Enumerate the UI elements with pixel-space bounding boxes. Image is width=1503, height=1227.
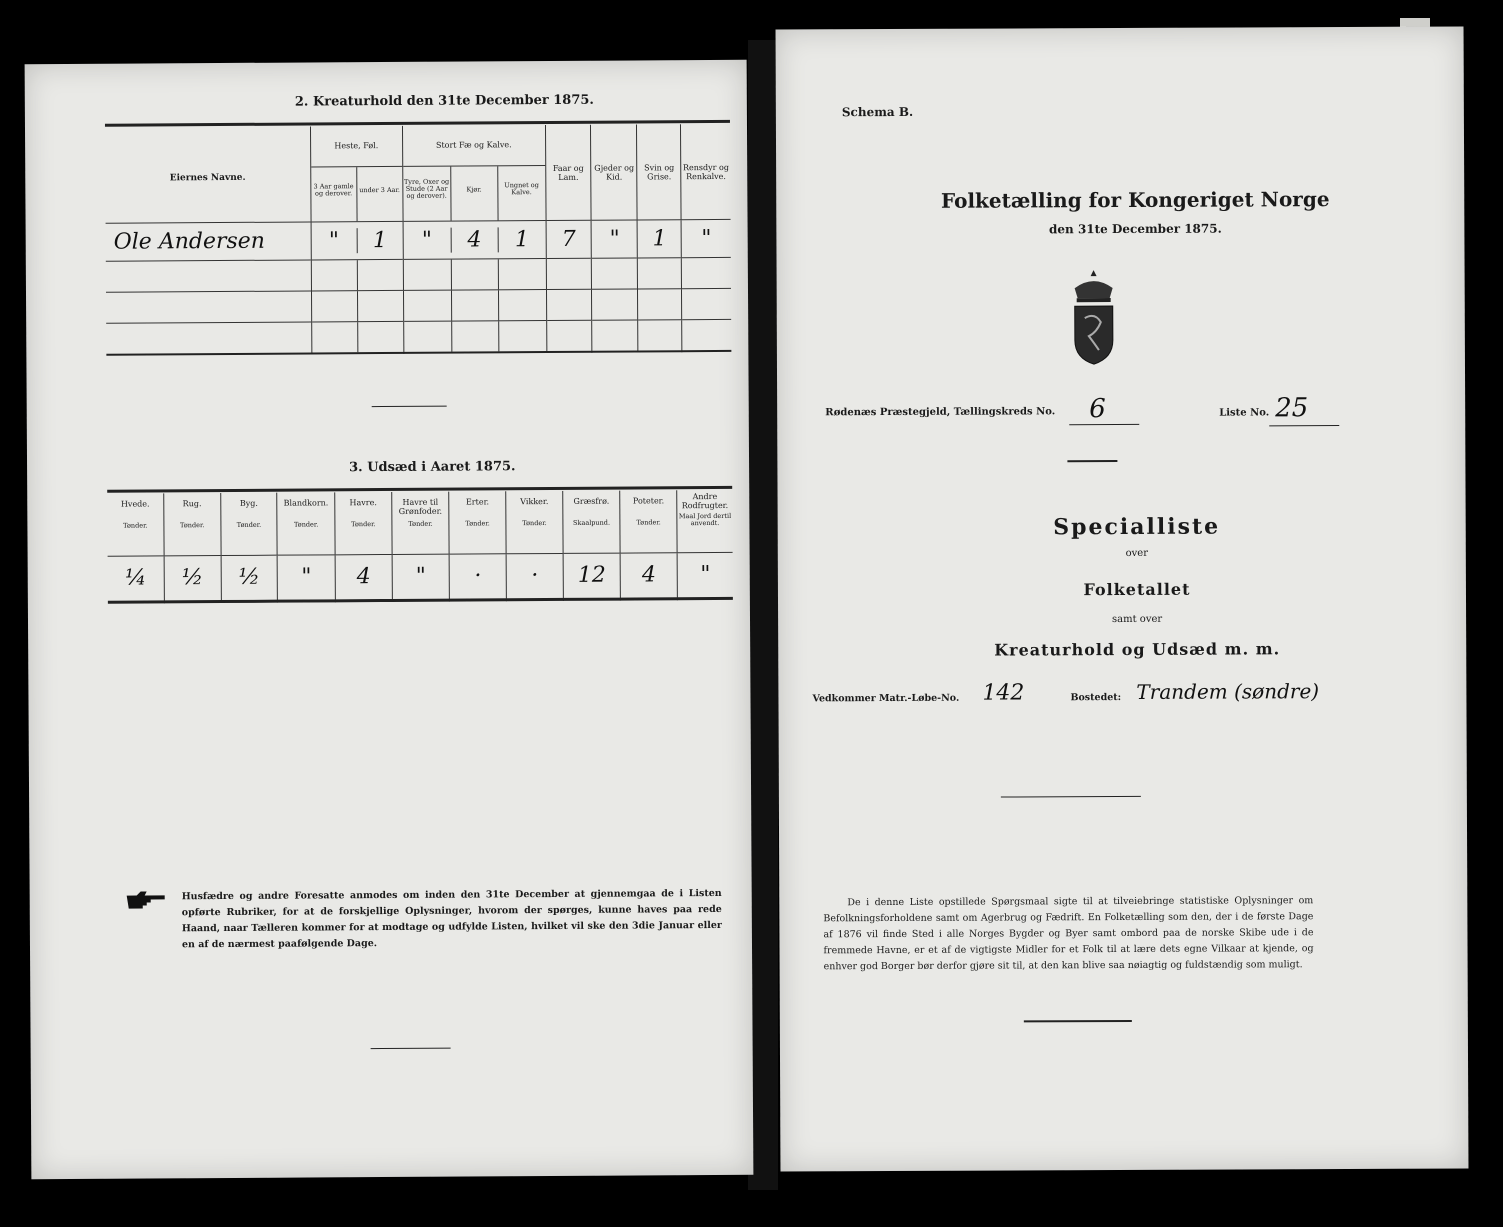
heste-young-header: under 3 Aar. xyxy=(359,185,401,195)
notice-text: Husfædre og andre Foresatte anmodes om inden den 31te December at gjennemgaa de i Listen opførte Rubriker, for at de forskjellige Oplysninger, hvorom der spørges, kunne haves paa rede Haand, naar Tælleren kommer for at modtage og udfylde Listen, hvilket vil ske den 3die Januar eller en af de nærmest paafølgende Dage. xyxy=(181,887,722,951)
list-label: Liste No. xyxy=(1219,407,1270,419)
sowing-header-4: Havre. xyxy=(349,498,377,508)
district-label: Rødenæs Præstegjeld, Tællingskreds No. xyxy=(825,406,1056,419)
sowing-value-8: 12 xyxy=(563,553,621,600)
owner-header: Eiernes Navne. xyxy=(169,172,246,184)
book-spine xyxy=(748,40,778,1190)
svin-header: Svin og Grise. xyxy=(637,124,682,220)
cell-ungnet: 1 xyxy=(514,227,529,253)
sowing-header-2: Byg. xyxy=(239,498,258,508)
main-date: den 31te December 1875. xyxy=(1048,221,1222,237)
sowing-value-0: ¼ xyxy=(124,565,147,592)
section2-title: 2. Kreaturhold den 31te December 1875. xyxy=(294,92,594,110)
schema-label: Schema B. xyxy=(841,104,914,120)
sowing-unit-1: Tønder. xyxy=(179,521,205,530)
sowing-unit-8: Skaalpund. xyxy=(573,518,611,527)
sowing-unit-0: Tønder. xyxy=(123,521,148,530)
stort-fae-header: Stort Fæ og Kalve. xyxy=(403,125,545,167)
cell-kjor: 4 xyxy=(451,227,498,252)
divider xyxy=(372,406,447,407)
sowing-value-2: ½ xyxy=(221,555,278,602)
fill-line xyxy=(1269,425,1339,426)
sowing-value-7: · xyxy=(506,553,563,600)
sowing-unit-9: Tønder. xyxy=(636,518,661,527)
owner-name: Ole Andersen xyxy=(113,228,266,255)
list-number: 25 xyxy=(1275,393,1309,424)
specialliste-heading: Specialliste xyxy=(1053,513,1221,541)
sowing-value-4: 4 xyxy=(335,554,392,601)
left-page xyxy=(25,60,754,1179)
divider xyxy=(1024,1020,1132,1022)
bostedet-label: Bostedet: xyxy=(1070,692,1122,704)
heste-old-header: 3 Aar gamle og derover. xyxy=(311,167,357,221)
divider xyxy=(371,1048,451,1049)
matr-label: Vedkommer Matr.-Løbe-No. xyxy=(812,692,960,705)
explanation-paragraph: De i denne Liste opstillede Spørgsmaal sigte til at tilveiebringe statistiske Oplysninger om Befolkningsforholdene samt om Agerbrug og Fædrift. En Folketælling som den, der i de første Dage af 1876 vil finde Sted i alle Norges Bygder og Byer samt ombord paa de norske Skibe ude i de fremmede Havne, er et af de vigtigste Midler for et Folk til at lære dets egne Vilkaar at kjende, og enhver god Borger bør derfor gjøre sit til, at den kan blive saa nøiagtig og fuldstændig som muligt. xyxy=(823,895,1314,973)
table-row xyxy=(106,257,731,292)
faar-header: Faar og Lam. xyxy=(545,125,591,221)
sowing-unit-5: Tønder. xyxy=(408,519,433,528)
heste-header: Heste, Føl. xyxy=(311,126,402,168)
sowing-table xyxy=(107,490,733,604)
divider xyxy=(1001,796,1141,798)
matr-number: 142 xyxy=(982,680,1025,706)
sowing-header-10: Andre Rodfrugter. xyxy=(681,491,729,511)
sowing-value-9: 4 xyxy=(620,553,677,600)
samt-over-label: samt over xyxy=(1111,613,1163,626)
table-row xyxy=(106,319,731,354)
sowing-header-1: Rug. xyxy=(182,499,202,509)
cell-rensdyr: " xyxy=(682,219,731,257)
divider xyxy=(1067,460,1117,462)
sowing-unit-6: Tønder. xyxy=(465,519,490,528)
sowing-header-0: Hvede. xyxy=(120,499,150,509)
right-page xyxy=(776,27,1469,1172)
sowing-header-3: Blandkorn. xyxy=(283,498,329,508)
table-row xyxy=(106,219,731,261)
ungnet-header: Ungnet og Kalve. xyxy=(504,181,539,197)
tyre-header: Tyre, Oxer og Stude (2 Aar og derover). xyxy=(403,167,451,221)
pointing-hand-icon xyxy=(125,889,169,913)
section3-title: 3. Udsæd i Aaret 1875. xyxy=(349,459,516,476)
sowing-value-6: · xyxy=(449,554,506,601)
kjor-header: Kjør. xyxy=(451,166,498,220)
kreaturhold-heading: Kreaturhold og Udsæd m. m. xyxy=(994,639,1281,660)
district-number: 6 xyxy=(1089,394,1106,425)
cell-svin: 1 xyxy=(638,220,682,258)
sowing-value-5: " xyxy=(392,554,450,601)
sowing-unit-2: Tønder. xyxy=(236,520,262,529)
sowing-header-5: Havre til Grønfoder. xyxy=(398,497,443,516)
bostedet-value: Trandem (søndre) xyxy=(1136,679,1320,704)
sowing-value-3: " xyxy=(278,555,336,602)
table-row xyxy=(106,288,731,323)
sowing-header-6: Erter. xyxy=(465,497,490,507)
cell-faar: 7 xyxy=(546,220,592,258)
coat-of-arms-icon xyxy=(1067,268,1121,372)
fill-line xyxy=(1069,424,1139,425)
sowing-header-8: Græsfrø. xyxy=(573,496,610,506)
sowing-value-10: " xyxy=(677,552,733,599)
gjeder-header: Gjeder og Kid. xyxy=(591,124,638,220)
sowing-unit-7: Tønder. xyxy=(522,519,547,528)
rensdyr-header: Rensdyr og Renkalve. xyxy=(681,124,731,220)
sowing-unit-10: Maal Jord dertil anvendt. xyxy=(678,511,732,528)
table-row xyxy=(108,552,733,602)
cell-tyre: " xyxy=(403,228,451,253)
sowing-header-7: Vikker. xyxy=(520,497,549,507)
cell-gjeder: " xyxy=(591,220,637,258)
sowing-value-1: ½ xyxy=(164,555,221,602)
sowing-header-9: Poteter. xyxy=(632,496,665,506)
folketallet-heading: Folketallet xyxy=(1083,579,1191,600)
livestock-table xyxy=(105,124,731,356)
cell-heste-young: 1 xyxy=(372,228,387,254)
sowing-unit-3: Tønder. xyxy=(293,520,319,529)
sowing-unit-4: Tønder. xyxy=(351,520,376,529)
main-title: Folketælling for Kongeriget Norge xyxy=(940,187,1330,213)
cell-heste-old: " xyxy=(311,228,357,253)
over-label: over xyxy=(1125,547,1149,559)
